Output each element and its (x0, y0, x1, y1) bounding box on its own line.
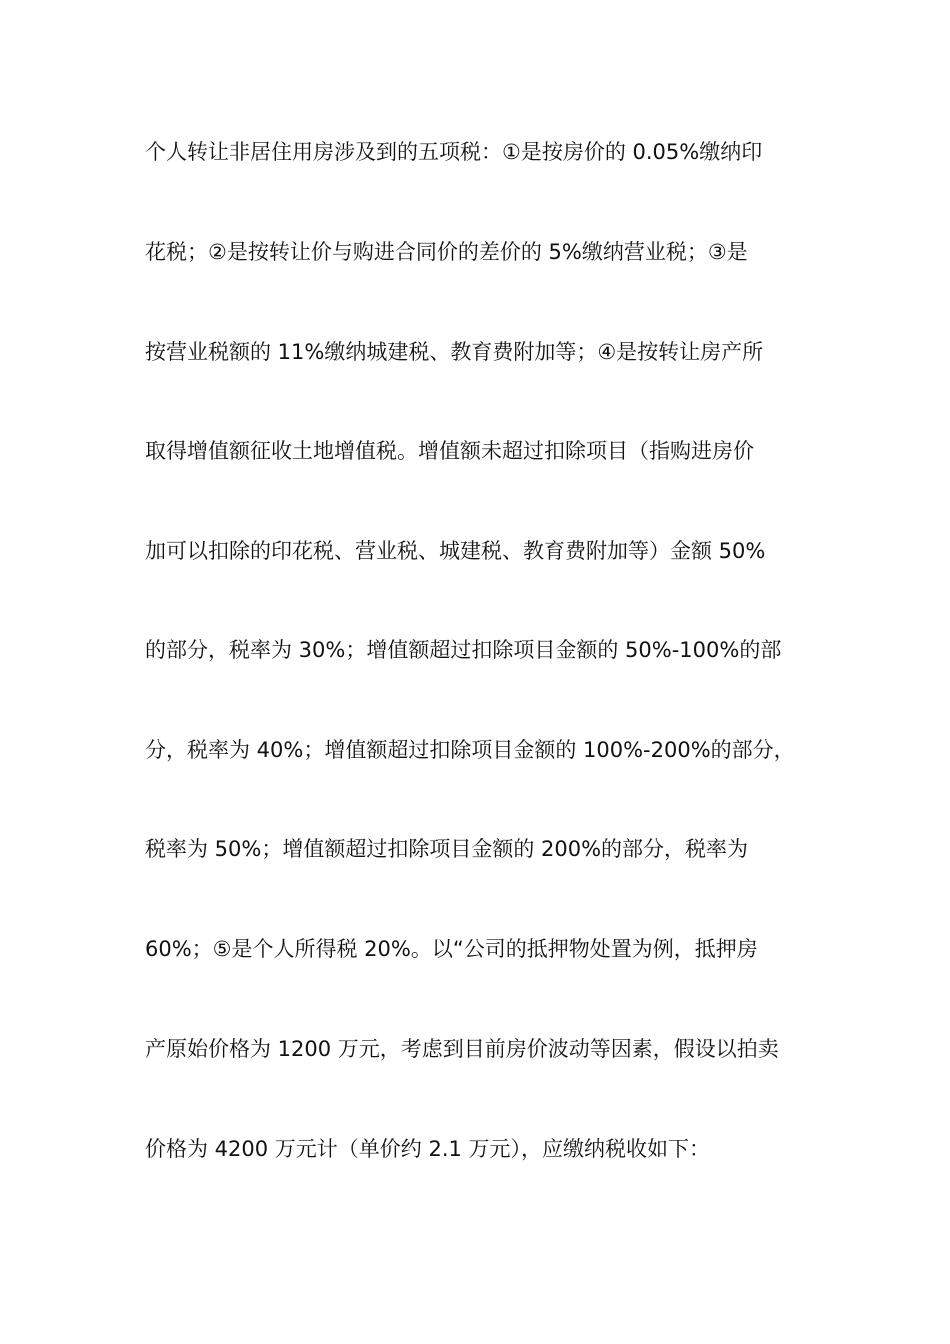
text-line: 产原始价格为 1200 万元，考虑到目前房价波动等因素，假设以拍卖 (145, 1037, 779, 1061)
text-line: 加可以扣除的印花税、营业税、城建税、教育费附加等）金额 50% (145, 539, 766, 563)
text-line: 税率为 50%；增值额超过扣除项目金额的 200%的部分，税率为 (145, 837, 749, 861)
text-line: 60%；⑤是个人所得税 20%。以“公司的抵押物处置为例，抵押房 (145, 937, 758, 961)
text-line: 按营业税额的 11%缴纳城建税、教育费附加等；④是按转让房产所 (145, 340, 764, 364)
text-line: 分，税率为 40%；增值额超过扣除项目金额的 100%-200%的部分， (145, 738, 795, 762)
text-line: 的部分，税率为 30%；增值额超过扣除项目金额的 50%-100%的部 (145, 638, 782, 662)
text-line: 花税；②是按转让价与购进合同价的差价的 5%缴纳营业税；③是 (145, 240, 748, 264)
text-line: 取得增值额征收土地增值税。增值额未超过扣除项目（指购进房价 (145, 439, 754, 463)
text-line: 个人转让非居住用房涉及到的五项税：①是按房价的 0.05%缴纳印 (145, 140, 763, 164)
text-line: 价格为 4200 万元计（单价约 2.1 万元），应缴纳税收如下： (145, 1137, 711, 1161)
